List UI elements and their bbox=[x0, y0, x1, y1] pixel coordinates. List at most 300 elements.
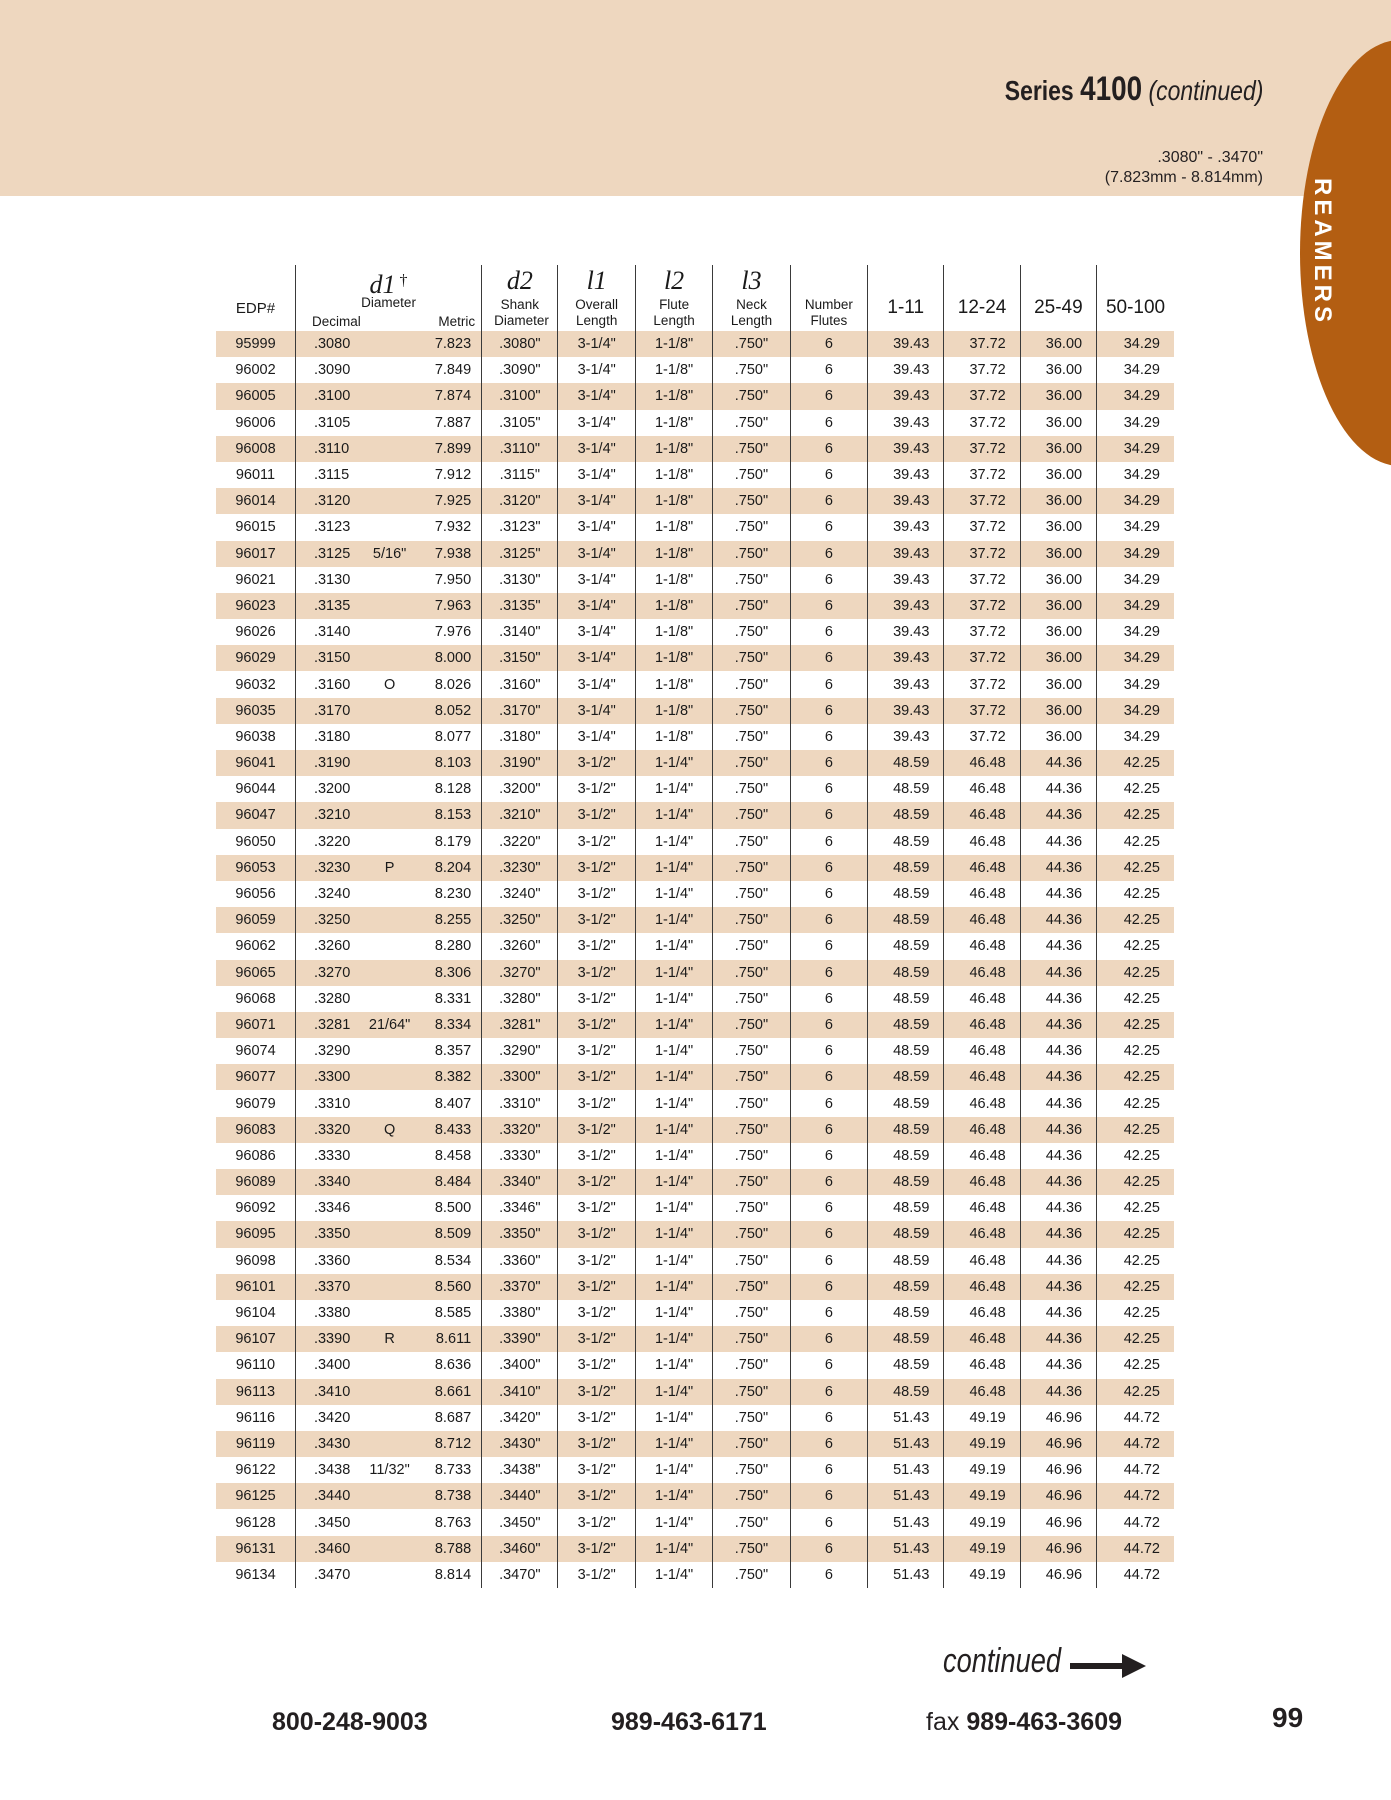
cell-edp: 95999 bbox=[216, 331, 295, 357]
cell-price-50-100: 44.72 bbox=[1097, 1431, 1174, 1457]
cell-fraction bbox=[358, 1274, 421, 1300]
table-row bbox=[216, 1274, 1174, 1300]
flutes-label: Number Flutes bbox=[804, 297, 853, 328]
cell-neck-length: .750" bbox=[713, 357, 790, 383]
cell-overall-length: 3-1/2" bbox=[558, 829, 635, 855]
table-row bbox=[216, 1326, 1174, 1352]
table-row bbox=[216, 1352, 1174, 1378]
cell-price-12-24: 37.72 bbox=[944, 436, 1020, 462]
cell-fraction bbox=[358, 724, 421, 750]
cell-shank: .3410" bbox=[482, 1379, 558, 1405]
cell-metric: 8.077 bbox=[434, 728, 472, 745]
cell-edp: 96068 bbox=[235, 990, 276, 1007]
cell-decimal: .3310 bbox=[295, 1090, 358, 1116]
cell-metric: 8.433 bbox=[421, 1117, 482, 1143]
cell-neck-length: .750" bbox=[713, 1090, 790, 1116]
cell-shank: .3210" bbox=[482, 802, 558, 828]
cell-metric: 8.306 bbox=[421, 960, 482, 986]
cell-price-25-49: 44.36 bbox=[1020, 1195, 1096, 1221]
cell-fraction bbox=[358, 645, 421, 671]
cell-metric: 7.938 bbox=[421, 541, 482, 567]
cell-price-25-49: 46.96 bbox=[1020, 1562, 1096, 1588]
cell-fraction bbox=[358, 462, 421, 488]
cell-shank: .3440" bbox=[482, 1483, 558, 1509]
cell-fraction: R bbox=[358, 1326, 421, 1352]
cell-fraction bbox=[358, 514, 421, 540]
side-tab-label: REAMERS bbox=[1309, 177, 1336, 327]
cell-decimal: .3100 bbox=[295, 383, 358, 409]
cell-overall-length: 3-1/2" bbox=[558, 1221, 635, 1247]
cell-metric: 7.874 bbox=[421, 383, 482, 409]
cell-price-12-24: 46.48 bbox=[944, 1064, 1020, 1090]
table-row bbox=[216, 1143, 1174, 1169]
cell-price-1-11: 51.43 bbox=[868, 1562, 944, 1588]
cell-price-1-11: 39.43 bbox=[868, 698, 944, 724]
cell-price-12-24: 46.48 bbox=[944, 1143, 1020, 1169]
cell-price-50-100: 34.29 bbox=[1097, 410, 1174, 436]
cell-neck-length: .750" bbox=[713, 567, 790, 593]
cell-overall-length: 3-1/4" bbox=[558, 567, 635, 593]
cell-flutes: 6 bbox=[790, 960, 867, 986]
cell-flute-length: 1-1/4" bbox=[635, 1248, 712, 1274]
cell-metric: 7.887 bbox=[434, 414, 472, 431]
cell-price-1-11: 48.59 bbox=[868, 802, 944, 828]
cell-price-1-11: 39.43 bbox=[868, 331, 944, 357]
cell-flutes: 6 bbox=[790, 1300, 867, 1326]
cell-price-1-11: 48.59 bbox=[868, 907, 944, 933]
cell-fraction bbox=[358, 1064, 421, 1090]
cell-decimal: .3115 bbox=[295, 462, 358, 488]
cell-overall-length: 3-1/2" bbox=[558, 1143, 635, 1169]
cell-price-1-11: 39.43 bbox=[868, 724, 944, 750]
cell-decimal: .3240 bbox=[295, 881, 358, 907]
cell-overall-length: 3-1/2" bbox=[558, 933, 635, 959]
col-edp bbox=[216, 265, 295, 331]
cell-flute-length: 1-1/4" bbox=[635, 1431, 712, 1457]
cell-flute-length: 1-1/4" bbox=[635, 960, 712, 986]
cell-price-50-100: 44.72 bbox=[1097, 1405, 1174, 1431]
cell-price-50-100: 42.25 bbox=[1097, 1248, 1174, 1274]
cell-price-1-11: 48.59 bbox=[868, 933, 944, 959]
cell-fraction bbox=[358, 1143, 421, 1169]
dagger-icon: † bbox=[399, 272, 408, 289]
cell-overall-length: 3-1/4" bbox=[558, 724, 635, 750]
col-price-1 bbox=[868, 265, 944, 331]
cell-overall-length: 3-1/4" bbox=[558, 645, 635, 671]
table-row bbox=[216, 1379, 1174, 1405]
table-row bbox=[216, 541, 1174, 567]
cell-shank: .3370" bbox=[482, 1274, 558, 1300]
cell-decimal: .3250 bbox=[295, 907, 358, 933]
cell-price-25-49: 36.00 bbox=[1020, 410, 1096, 436]
cell-edp: 96086 bbox=[235, 1147, 276, 1164]
cell-price-1-11: 48.59 bbox=[868, 986, 944, 1012]
cell-price-12-24: 46.48 bbox=[944, 1326, 1020, 1352]
cell-decimal: .3440 bbox=[295, 1483, 358, 1509]
cell-price-12-24: 46.48 bbox=[944, 1090, 1020, 1116]
table-row bbox=[216, 907, 1174, 933]
cell-edp: 96062 bbox=[235, 938, 276, 955]
price-4-label: 50-100 bbox=[1105, 297, 1166, 318]
table-row bbox=[216, 462, 1174, 488]
cell-shank: .3125" bbox=[482, 541, 558, 567]
cell-price-50-100: 42.25 bbox=[1097, 881, 1174, 907]
table-row bbox=[216, 1431, 1174, 1457]
cell-overall-length: 3-1/2" bbox=[558, 1117, 635, 1143]
cell-edp: 96083 bbox=[216, 1117, 295, 1143]
cell-overall-length: 3-1/2" bbox=[558, 1326, 635, 1352]
cell-price-25-49: 36.00 bbox=[1020, 383, 1096, 409]
cell-price-50-100: 42.25 bbox=[1097, 1274, 1174, 1300]
cell-price-1-11: 39.43 bbox=[868, 357, 944, 383]
cell-neck-length: .750" bbox=[713, 1379, 790, 1405]
cell-overall-length: 3-1/2" bbox=[558, 1248, 635, 1274]
cell-flutes: 6 bbox=[790, 619, 867, 645]
cell-edp: 96071 bbox=[216, 1012, 295, 1038]
cell-metric: 8.052 bbox=[421, 698, 482, 724]
cell-edp: 96011 bbox=[235, 467, 276, 484]
cell-price-1-11: 48.59 bbox=[868, 1300, 944, 1326]
cell-fraction bbox=[358, 881, 421, 907]
cell-edp: 96026 bbox=[235, 624, 276, 641]
cell-price-12-24: 46.48 bbox=[944, 1012, 1020, 1038]
cell-price-25-49: 36.00 bbox=[1020, 593, 1096, 619]
cell-overall-length: 3-1/2" bbox=[558, 802, 635, 828]
cell-flutes: 6 bbox=[790, 724, 867, 750]
cell-edp: 96023 bbox=[216, 593, 295, 619]
cell-metric: 8.534 bbox=[434, 1252, 472, 1269]
cell-price-1-11: 48.59 bbox=[868, 1379, 944, 1405]
cell-flute-length: 1-1/8" bbox=[635, 514, 712, 540]
cell-price-12-24: 46.48 bbox=[944, 1038, 1020, 1064]
cell-overall-length: 3-1/4" bbox=[558, 698, 635, 724]
cell-price-25-49: 36.00 bbox=[1020, 698, 1096, 724]
cell-metric: 8.788 bbox=[421, 1536, 482, 1562]
cell-price-12-24: 46.48 bbox=[944, 1274, 1020, 1300]
cell-price-1-11: 39.43 bbox=[868, 488, 944, 514]
cell-overall-length: 3-1/2" bbox=[558, 1195, 635, 1221]
cell-decimal: .3460 bbox=[295, 1536, 358, 1562]
cell-price-25-49: 44.36 bbox=[1020, 829, 1096, 855]
cell-price-12-24: 46.48 bbox=[944, 1117, 1020, 1143]
cell-fraction bbox=[358, 802, 421, 828]
cell-price-50-100: 34.29 bbox=[1097, 331, 1174, 357]
cell-price-50-100: 42.25 bbox=[1097, 750, 1174, 776]
cell-fraction bbox=[358, 593, 421, 619]
cell-decimal: .3130 bbox=[295, 567, 358, 593]
cell-flute-length: 1-1/4" bbox=[635, 1038, 712, 1064]
cell-edp: 96113 bbox=[216, 1379, 295, 1405]
cell-flutes: 6 bbox=[790, 881, 867, 907]
cell-price-12-24: 46.48 bbox=[944, 802, 1020, 828]
cell-flutes: 6 bbox=[790, 907, 867, 933]
cell-flutes: 6 bbox=[790, 1562, 867, 1588]
cell-decimal: .3220 bbox=[295, 829, 358, 855]
cell-decimal: .3270 bbox=[295, 960, 358, 986]
cell-neck-length: .750" bbox=[713, 1248, 790, 1274]
cell-shank: .3470" bbox=[482, 1562, 558, 1588]
cell-fraction: Q bbox=[358, 1117, 421, 1143]
cell-edp: 96050 bbox=[235, 833, 276, 850]
cell-price-25-49: 36.00 bbox=[1020, 619, 1096, 645]
cell-shank: .3140" bbox=[482, 619, 558, 645]
cell-price-12-24: 37.72 bbox=[944, 724, 1020, 750]
cell-edp: 96131 bbox=[216, 1536, 295, 1562]
cell-decimal: .3160 bbox=[295, 671, 358, 697]
cell-fraction bbox=[358, 750, 421, 776]
l1-symbol: l1 bbox=[586, 266, 607, 295]
cell-flutes: 6 bbox=[790, 698, 867, 724]
cell-edp: 96021 bbox=[235, 571, 276, 588]
cell-fraction bbox=[358, 1562, 421, 1588]
cell-metric: 8.560 bbox=[421, 1274, 482, 1300]
cell-price-50-100: 42.25 bbox=[1097, 1352, 1174, 1378]
l2-label: Flute Length bbox=[653, 297, 695, 328]
cell-price-25-49: 46.96 bbox=[1020, 1483, 1096, 1509]
cell-flutes: 6 bbox=[790, 1064, 867, 1090]
cell-price-1-11: 51.43 bbox=[868, 1483, 944, 1509]
cell-overall-length: 3-1/2" bbox=[558, 1431, 635, 1457]
cell-flute-length: 1-1/8" bbox=[635, 619, 712, 645]
cell-flutes: 6 bbox=[790, 802, 867, 828]
cell-flutes: 6 bbox=[790, 436, 867, 462]
cell-decimal: .3080 bbox=[295, 331, 358, 357]
cell-flute-length: 1-1/4" bbox=[635, 1379, 712, 1405]
cell-price-25-49: 44.36 bbox=[1020, 986, 1096, 1012]
cell-price-50-100: 42.25 bbox=[1097, 933, 1174, 959]
cell-price-1-11: 39.43 bbox=[868, 514, 944, 540]
cell-price-25-49: 44.36 bbox=[1020, 776, 1096, 802]
cell-price-12-24: 49.19 bbox=[944, 1509, 1020, 1535]
cell-decimal: .3110 bbox=[295, 436, 358, 462]
cell-price-50-100: 34.29 bbox=[1097, 383, 1174, 409]
cell-flute-length: 1-1/4" bbox=[635, 829, 712, 855]
cell-neck-length: .750" bbox=[713, 1012, 790, 1038]
cell-flutes: 6 bbox=[790, 1221, 867, 1247]
cell-price-1-11: 51.43 bbox=[868, 1405, 944, 1431]
col-l1 bbox=[558, 265, 635, 331]
cell-price-25-49: 36.00 bbox=[1020, 514, 1096, 540]
cell-price-25-49: 44.36 bbox=[1020, 1090, 1096, 1116]
cell-metric: 8.407 bbox=[434, 1095, 472, 1112]
cell-price-1-11: 48.59 bbox=[868, 1143, 944, 1169]
cell-shank: .3420" bbox=[482, 1405, 558, 1431]
cell-price-12-24: 37.72 bbox=[944, 671, 1020, 697]
cell-decimal: .3320 bbox=[295, 1117, 358, 1143]
cell-price-1-11: 51.43 bbox=[868, 1431, 944, 1457]
cell-neck-length: .750" bbox=[713, 671, 790, 697]
cell-fraction bbox=[358, 1300, 421, 1326]
cell-price-50-100: 44.72 bbox=[1097, 1457, 1174, 1483]
cell-fraction: 21/64" bbox=[358, 1012, 421, 1038]
cell-flutes: 6 bbox=[790, 1248, 867, 1274]
col-price-3 bbox=[1020, 265, 1096, 331]
cell-edp: 96079 bbox=[235, 1095, 276, 1112]
cell-edp: 96017 bbox=[216, 541, 295, 567]
cell-shank: .3160" bbox=[482, 671, 558, 697]
cell-decimal: .3125 bbox=[295, 541, 358, 567]
cell-shank: .3430" bbox=[482, 1431, 558, 1457]
cell-shank: .3281" bbox=[482, 1012, 558, 1038]
cell-flutes: 6 bbox=[790, 1352, 867, 1378]
cell-flute-length: 1-1/8" bbox=[635, 357, 712, 383]
cell-price-1-11: 48.59 bbox=[868, 1352, 944, 1378]
cell-price-50-100: 42.25 bbox=[1097, 907, 1174, 933]
table-row bbox=[216, 1248, 1174, 1274]
cell-shank: .3080" bbox=[482, 331, 558, 357]
cell-price-25-49: 36.00 bbox=[1020, 488, 1096, 514]
cell-price-25-49: 44.36 bbox=[1020, 960, 1096, 986]
cell-overall-length: 3-1/2" bbox=[558, 1064, 635, 1090]
cell-flute-length: 1-1/4" bbox=[635, 1352, 712, 1378]
cell-price-25-49: 36.00 bbox=[1020, 331, 1096, 357]
cell-flute-length: 1-1/4" bbox=[635, 1562, 712, 1588]
cell-decimal: .3170 bbox=[295, 698, 358, 724]
table-row bbox=[216, 698, 1174, 724]
cell-flutes: 6 bbox=[790, 1090, 867, 1116]
cell-price-12-24: 46.48 bbox=[944, 907, 1020, 933]
cell-overall-length: 3-1/2" bbox=[558, 1038, 635, 1064]
cell-shank: .3280" bbox=[482, 986, 558, 1012]
cell-decimal: .3346 bbox=[295, 1195, 358, 1221]
cell-decimal: .3380 bbox=[295, 1300, 358, 1326]
cell-fraction bbox=[358, 1038, 421, 1064]
cell-price-25-49: 46.96 bbox=[1020, 1405, 1096, 1431]
cell-metric: 8.103 bbox=[421, 750, 482, 776]
cell-shank: .3390" bbox=[482, 1326, 558, 1352]
cell-flutes: 6 bbox=[790, 383, 867, 409]
cell-overall-length: 3-1/2" bbox=[558, 1536, 635, 1562]
cell-flutes: 6 bbox=[790, 1117, 867, 1143]
cell-neck-length: .750" bbox=[713, 1221, 790, 1247]
cell-price-25-49: 44.36 bbox=[1020, 881, 1096, 907]
cell-price-12-24: 46.48 bbox=[944, 1300, 1020, 1326]
cell-flutes: 6 bbox=[790, 986, 867, 1012]
cell-price-12-24: 37.72 bbox=[944, 541, 1020, 567]
cell-edp: 96098 bbox=[235, 1252, 276, 1269]
cell-price-12-24: 46.48 bbox=[944, 1379, 1020, 1405]
cell-overall-length: 3-1/2" bbox=[558, 1300, 635, 1326]
cell-flutes: 6 bbox=[790, 1038, 867, 1064]
cell-neck-length: .750" bbox=[713, 436, 790, 462]
phone-local: 989-463-6171 bbox=[611, 1708, 767, 1736]
cell-flutes: 6 bbox=[790, 410, 867, 436]
cell-decimal: .3360 bbox=[295, 1248, 358, 1274]
cell-decimal: .3150 bbox=[295, 645, 358, 671]
cell-flutes: 6 bbox=[790, 593, 867, 619]
cell-price-1-11: 39.43 bbox=[868, 645, 944, 671]
cell-decimal: .3290 bbox=[295, 1038, 358, 1064]
cell-overall-length: 3-1/2" bbox=[558, 1483, 635, 1509]
cell-neck-length: .750" bbox=[713, 802, 790, 828]
cell-fraction: O bbox=[383, 676, 396, 693]
range-inch: .3080" - .3470" bbox=[1157, 149, 1263, 166]
cell-metric: 8.636 bbox=[434, 1357, 472, 1374]
cell-fraction bbox=[358, 383, 421, 409]
cell-fraction bbox=[358, 410, 421, 436]
table-row bbox=[216, 1012, 1174, 1038]
table-row bbox=[216, 1195, 1174, 1221]
cell-fraction bbox=[358, 357, 421, 383]
cell-price-25-49: 46.96 bbox=[1020, 1431, 1096, 1457]
cell-price-12-24: 49.19 bbox=[944, 1483, 1020, 1509]
cell-edp: 96101 bbox=[216, 1274, 295, 1300]
cell-price-1-11: 51.43 bbox=[868, 1536, 944, 1562]
cell-shank: .3360" bbox=[482, 1248, 558, 1274]
cell-price-12-24: 46.48 bbox=[944, 750, 1020, 776]
cell-decimal: .3280 bbox=[295, 986, 358, 1012]
cell-price-50-100: 34.29 bbox=[1097, 619, 1174, 645]
cell-flutes: 6 bbox=[790, 1431, 867, 1457]
cell-edp: 96095 bbox=[216, 1221, 295, 1247]
cell-neck-length: .750" bbox=[713, 331, 790, 357]
cell-price-25-49: 44.36 bbox=[1020, 1379, 1096, 1405]
table-row bbox=[216, 750, 1174, 776]
cell-shank: .3350" bbox=[482, 1221, 558, 1247]
cell-overall-length: 3-1/2" bbox=[558, 1352, 635, 1378]
cell-price-50-100: 34.29 bbox=[1097, 488, 1174, 514]
cell-price-12-24: 37.72 bbox=[944, 410, 1020, 436]
cell-price-50-100: 44.72 bbox=[1097, 1509, 1174, 1535]
cell-price-25-49: 44.36 bbox=[1020, 907, 1096, 933]
cell-overall-length: 3-1/4" bbox=[558, 436, 635, 462]
cell-price-25-49: 44.36 bbox=[1020, 802, 1096, 828]
cell-price-50-100: 42.25 bbox=[1097, 1169, 1174, 1195]
cell-decimal: .3200 bbox=[295, 776, 358, 802]
cell-neck-length: .750" bbox=[713, 383, 790, 409]
cell-neck-length: .750" bbox=[713, 1064, 790, 1090]
cell-shank: .3460" bbox=[482, 1536, 558, 1562]
cell-edp: 96041 bbox=[216, 750, 295, 776]
cell-price-1-11: 48.59 bbox=[868, 1038, 944, 1064]
cell-metric: 8.733 bbox=[434, 1462, 472, 1479]
cell-shank: .3120" bbox=[482, 488, 558, 514]
cell-flute-length: 1-1/4" bbox=[635, 1274, 712, 1300]
cell-shank: .3300" bbox=[482, 1064, 558, 1090]
cell-decimal: .3450 bbox=[295, 1509, 358, 1535]
cell-edp: 96122 bbox=[235, 1462, 276, 1479]
cell-flutes: 6 bbox=[790, 1012, 867, 1038]
cell-flute-length: 1-1/4" bbox=[635, 1300, 712, 1326]
cell-price-12-24: 46.48 bbox=[944, 933, 1020, 959]
cell-flute-length: 1-1/8" bbox=[635, 541, 712, 567]
cell-neck-length: .750" bbox=[713, 960, 790, 986]
cell-shank: .3135" bbox=[482, 593, 558, 619]
cell-edp: 96104 bbox=[235, 1305, 276, 1322]
cell-price-25-49: 44.36 bbox=[1020, 1064, 1096, 1090]
fax-number: 989-463-3609 bbox=[966, 1708, 1123, 1736]
cell-metric: 8.738 bbox=[421, 1483, 482, 1509]
cell-shank: .3310" bbox=[482, 1090, 558, 1116]
cell-fraction bbox=[358, 567, 421, 593]
cell-fraction bbox=[358, 436, 421, 462]
cell-overall-length: 3-1/2" bbox=[558, 776, 635, 802]
d2-label: Shank Diameter bbox=[494, 297, 549, 328]
cell-price-1-11: 39.43 bbox=[868, 567, 944, 593]
cell-price-1-11: 48.59 bbox=[868, 960, 944, 986]
cell-flute-length: 1-1/4" bbox=[635, 802, 712, 828]
cell-flutes: 6 bbox=[790, 1326, 867, 1352]
cell-flute-length: 1-1/4" bbox=[635, 1536, 712, 1562]
table-row bbox=[216, 776, 1174, 802]
cell-neck-length: .750" bbox=[713, 541, 790, 567]
cell-metric: 7.899 bbox=[421, 436, 482, 462]
cell-metric: 8.382 bbox=[421, 1064, 482, 1090]
cell-price-25-49: 44.36 bbox=[1020, 1221, 1096, 1247]
cell-neck-length: .750" bbox=[713, 1274, 790, 1300]
cell-price-12-24: 46.48 bbox=[944, 1248, 1020, 1274]
cell-flutes: 6 bbox=[790, 1457, 867, 1483]
